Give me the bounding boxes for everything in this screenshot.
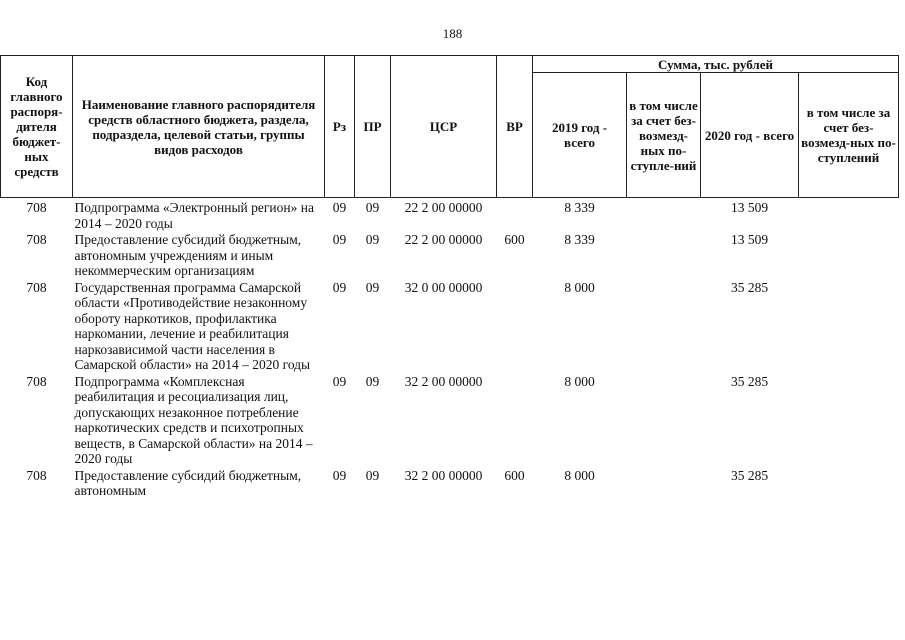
cell-2020-total: 35 285 — [730, 467, 769, 483]
page-number: 188 — [442, 26, 463, 41]
cell-2019-grant — [627, 279, 701, 373]
cell-2020-total: 35 285 — [730, 279, 769, 295]
cell-2020-grant — [799, 279, 899, 373]
table-row — [1, 467, 899, 499]
header-sum: Сумма, тыс. рублей — [533, 56, 899, 73]
cell-2019-total: 8 000 — [564, 467, 595, 483]
cell-2019-total: 8 339 — [564, 200, 595, 215]
cell-code: 708 — [26, 467, 47, 483]
table-row — [1, 373, 899, 467]
cell-2020-grant — [799, 231, 899, 279]
table-body — [1, 198, 899, 499]
table-row — [1, 279, 899, 373]
cell-rz: 09 — [332, 200, 347, 215]
cell-pr: 09 — [365, 200, 380, 215]
cell-csr: 22 2 00 00000 — [404, 200, 483, 215]
cell-2019-total: 8 000 — [564, 279, 595, 295]
cell-name: Предоставление субсидий бюджетным, автономным учреждениям и иным некоммерческим организациям — [74, 232, 302, 278]
header-pr: ПР — [355, 56, 391, 198]
header-2019-grant: в том числе за счет без-возмезд-ных по-ступле-ний — [627, 73, 701, 198]
cell-csr: 32 2 00 00000 — [404, 373, 483, 389]
cell-2020-total: 35 285 — [730, 373, 769, 389]
header-rz: Рз — [325, 56, 355, 198]
cell-2019-grant — [627, 373, 701, 467]
header-csr: ЦСР — [391, 56, 497, 198]
cell-2019-grant — [627, 231, 701, 279]
header-2020-total: 2020 год - всего — [701, 73, 799, 198]
cell-vr: 600 — [504, 467, 525, 483]
cell-2020-grant — [799, 198, 899, 232]
cell-csr: 32 2 00 00000 — [404, 467, 483, 483]
cell-2020-grant — [799, 373, 899, 467]
cell-2019-total: 8 000 — [564, 373, 595, 389]
header-vr: ВР — [497, 56, 533, 198]
cell-code: 708 — [26, 373, 47, 389]
cell-rz: 09 — [332, 373, 347, 389]
cell-code: 708 — [26, 232, 47, 247]
cell-code: 708 — [26, 279, 47, 295]
table-header — [1, 56, 899, 198]
header-name: Наименование главного распорядителя средств областного бюджета, раздела, подраздела, целевой статьи, группы видов расходов — [73, 56, 325, 198]
cell-2020-grant — [799, 467, 899, 499]
header-2020-grant: в том числе за счет без-возмезд-ных по-ступлений — [799, 73, 899, 198]
cell-code: 708 — [26, 200, 47, 215]
cell-2019-grant — [627, 467, 701, 499]
cell-2019-total: 8 339 — [564, 232, 595, 247]
table-row — [1, 231, 899, 279]
header-2019-total: 2019 год - всего — [533, 73, 627, 198]
cell-vr: 600 — [504, 232, 525, 247]
cell-pr: 09 — [365, 232, 380, 247]
cell-rz: 09 — [332, 467, 347, 483]
cell-name: Государственная программа Самарской области «Противодействие незаконному обороту наркотиков, профилактика наркомании, лечение и реабилитация наркозависимой части населения в Самарской области» на 2014 – 2020 годы — [74, 279, 311, 372]
cell-pr: 09 — [365, 279, 380, 295]
cell-vr — [497, 373, 533, 467]
cell-vr — [497, 279, 533, 373]
cell-vr — [497, 198, 533, 232]
cell-pr: 09 — [365, 467, 380, 483]
cell-pr: 09 — [365, 373, 380, 389]
cell-rz: 09 — [332, 279, 347, 295]
cell-2020-total: 13 509 — [730, 232, 769, 247]
cell-csr: 22 2 00 00000 — [404, 232, 483, 247]
budget-table — [0, 55, 899, 499]
table-row — [1, 198, 899, 232]
header-code: Код главного распоря-дителя бюджет-ных средств — [1, 56, 73, 198]
cell-2019-grant — [627, 198, 701, 232]
cell-name: Предоставление субсидий бюджетным, автономным — [74, 467, 302, 498]
cell-rz: 09 — [332, 232, 347, 247]
cell-name: Подпрограмма «Комплексная реабилитация и ресоциализация лиц, допускающих незаконное потребление наркотических средств и психотропных веществ, в Самарской области» на 2014 – 2020 годы — [74, 373, 313, 466]
cell-csr: 32 0 00 00000 — [404, 279, 483, 295]
cell-2020-total: 13 509 — [730, 200, 769, 215]
cell-name: Подпрограмма «Электронный регион» на 2014 – 2020 годы — [74, 200, 314, 231]
